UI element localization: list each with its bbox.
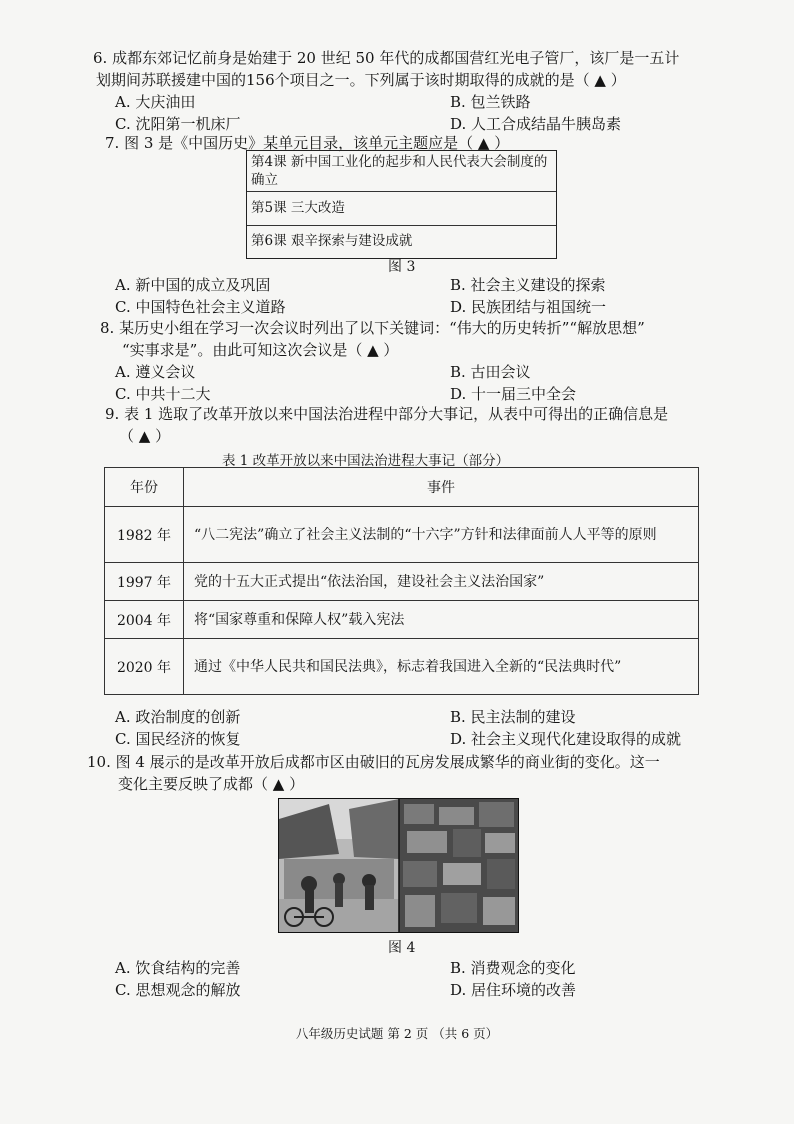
table-row bbox=[105, 601, 699, 639]
option-a: A. 饮食结构的完善 bbox=[115, 959, 241, 977]
table-1-title: 表 1 改革开放以来中国法治进程大事记（部分） bbox=[222, 453, 510, 469]
option-c: C. 中国特色社会主义道路 bbox=[115, 298, 286, 316]
street-photo-illustration bbox=[279, 799, 518, 932]
figure-4-caption: 图 4 bbox=[388, 940, 416, 956]
question-6-stem-cont: 划期间苏联援建中国的156个项目之一。下列属于该时期取得的成就的是（ ▲ ） bbox=[96, 71, 626, 89]
question-9-stem-cont: （ ▲ ） bbox=[119, 427, 171, 445]
option-d: D. 社会主义现代化建设取得的成就 bbox=[450, 730, 682, 748]
lesson-6: 第6课 艰辛探索与建设成就 bbox=[251, 233, 413, 249]
event-cell: 将“国家尊重和保障人权”载入宪法 bbox=[184, 601, 699, 639]
page-footer: 八年级历史试题 第 2 页 （共 6 页） bbox=[295, 1026, 499, 1041]
question-9 bbox=[105, 403, 725, 447]
question-6-stem: 6. 成都东郊记忆前身是始建于 20 世纪 50 年代的成都国营红光电子管厂，该厂是一五计 bbox=[93, 49, 680, 67]
question-8-stem: 8. 某历史小组在学习一次会议时列出了以下关键词：“伟大的历史转折”“解放思想” bbox=[100, 319, 645, 337]
option-b: B. 古田会议 bbox=[450, 363, 531, 381]
question-10-stem: 10. 图 4 展示的是改革开放后成都市区由破旧的瓦房发展成繁华的商业街的变化。这一 bbox=[87, 753, 660, 771]
table-header-row bbox=[105, 468, 699, 507]
event-cell: 通过《中华人民共和国民法典》，标志着我国进入全新的“民法典时代” bbox=[184, 639, 699, 695]
year-cell: 1982 年 bbox=[105, 507, 184, 563]
figure-3-lesson-table bbox=[246, 150, 557, 259]
question-7-stem: 7. 图 3 是《中国历史》某单元目录，该单元主题应是（ ▲ ） bbox=[105, 134, 510, 152]
figure-4-photo bbox=[278, 798, 519, 933]
question-8-stem-cont: “实事求是”。由此可知这次会议是（ ▲ ） bbox=[122, 341, 399, 359]
option-c: C. 国民经济的恢复 bbox=[115, 730, 241, 748]
question-6 bbox=[95, 47, 735, 135]
header-year: 年份 bbox=[105, 468, 184, 507]
table-1 bbox=[104, 467, 699, 695]
option-c: C. 思想观念的解放 bbox=[115, 981, 241, 999]
table-row bbox=[105, 563, 699, 601]
event-cell: 党的十五大正式提出“依法治国，建设社会主义法治国家” bbox=[184, 563, 699, 601]
year-cell: 2020 年 bbox=[105, 639, 184, 695]
option-a: A. 政治制度的创新 bbox=[115, 708, 241, 726]
option-d: D. 民族团结与祖国统一 bbox=[450, 298, 607, 316]
question-10-options bbox=[115, 957, 735, 1001]
option-b: B. 民主法制的建设 bbox=[450, 708, 576, 726]
option-b: B. 包兰铁路 bbox=[450, 93, 531, 111]
table-row bbox=[105, 507, 699, 563]
question-8-options bbox=[115, 361, 740, 405]
question-9-options-wrap bbox=[95, 706, 735, 750]
question-9-stem: 9. 表 1 选取了改革开放以来中国法治进程中部分大事记，从表中可得出的正确信息是 bbox=[105, 405, 669, 423]
option-a: A. 遵义会议 bbox=[115, 363, 196, 381]
figure-3-caption: 图 3 bbox=[388, 259, 416, 275]
year-cell: 1997 年 bbox=[105, 563, 184, 601]
option-d: D. 十一届三中全会 bbox=[450, 385, 577, 403]
option-a: A. 新中国的成立及巩固 bbox=[115, 276, 271, 294]
question-6-options bbox=[115, 91, 735, 135]
table-row bbox=[105, 639, 699, 695]
question-9-options bbox=[115, 706, 735, 750]
lesson-5: 第5课 三大改造 bbox=[247, 192, 556, 226]
lesson-4: 第4课 新中国工业化的起步和人民代表大会制度的确立 bbox=[247, 151, 556, 192]
question-10-stem-cont: 变化主要反映了成都（ ▲ ） bbox=[118, 775, 305, 793]
option-d: D. 人工合成结晶牛胰岛素 bbox=[450, 115, 622, 133]
question-8 bbox=[100, 317, 740, 405]
option-d: D. 居住环境的改善 bbox=[450, 981, 577, 999]
question-10-options-wrap bbox=[95, 957, 735, 1001]
year-cell: 2004 年 bbox=[105, 601, 184, 639]
option-c: C. 沈阳第一机床厂 bbox=[115, 115, 241, 133]
question-7-options-wrap bbox=[95, 274, 735, 318]
option-b: B. 消费观念的变化 bbox=[450, 959, 576, 977]
option-a: A. 大庆油田 bbox=[115, 93, 196, 111]
header-event: 事件 bbox=[184, 468, 699, 507]
option-c: C. 中共十二大 bbox=[115, 385, 211, 403]
event-cell: “八二宪法”确立了社会主义法制的“十六字”方针和法律面前人人平等的原则 bbox=[184, 507, 699, 563]
question-7-options bbox=[115, 274, 735, 318]
option-b: B. 社会主义建设的探索 bbox=[450, 276, 606, 294]
question-10 bbox=[87, 751, 737, 795]
